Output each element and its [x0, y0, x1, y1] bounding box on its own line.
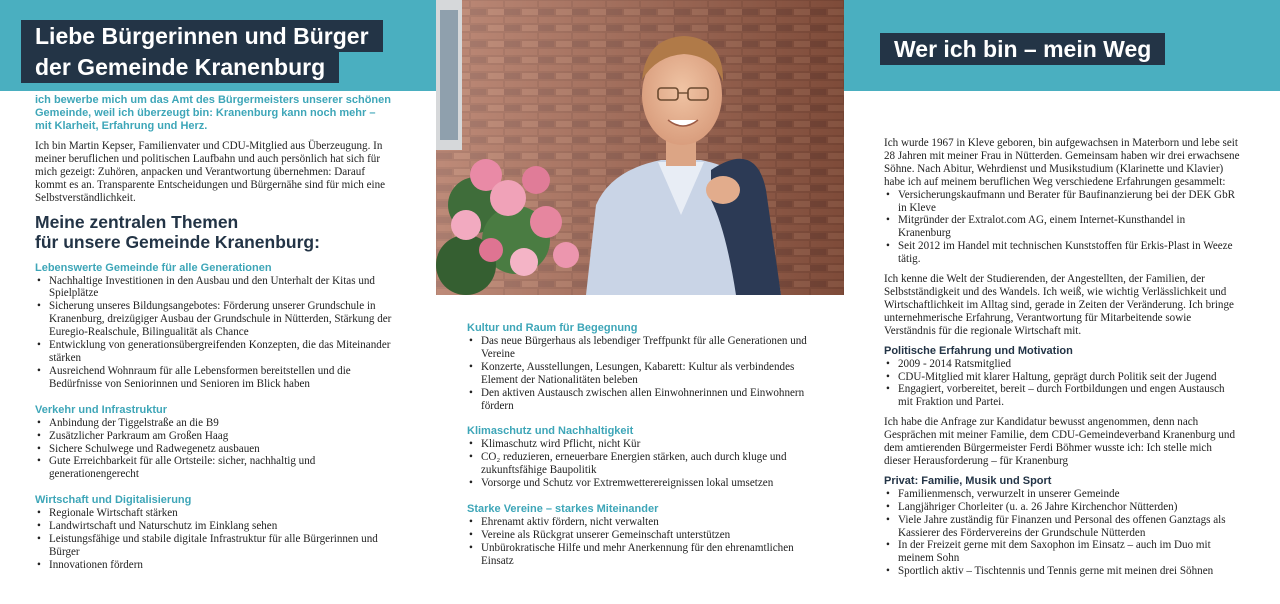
list-item: • Zusätzlicher Parkraum am Großen Haag — [35, 430, 392, 443]
list-item: • Das neue Bürgerhaus als lebendiger Treffpunkt für alle Generationen und Vereine — [467, 335, 822, 361]
list-item: • CO₂ reduzieren, erneuerbare Energien stärken, auch durch kluge und zukunftsfähige Baupolitik — [467, 451, 822, 477]
left-title-line1: Liebe Bürgerinnen und Bürger — [21, 20, 383, 52]
themes-heading — [35, 212, 392, 252]
list-item: • Vorsorge und Schutz vor Extremwetterereignissen lokal umsetzen — [467, 477, 822, 490]
private-list — [884, 488, 1240, 578]
list-item: • Seit 2012 im Handel mit technischen Kunststoffen für Erkis-Plast in Weeze tätig. — [884, 240, 1240, 266]
experience-paragraph: Ich kenne die Welt der Studierenden, der Angestellten, der Familien, der Selbstständigkeit und des Wandels. Ich weiß, wie wichtig Verlässlichkeit und Wirtschaftlichkeit im Alltag sind, gerade in Zeiten der Veränderung. Ich bringe unternehmerische Erfahrung, Verantwortung für Mitarbeitende sowie Verständnis für die regionale Wirtschaft mit. — [884, 273, 1234, 337]
list-item: • Unbürokratische Hilfe und mehr Anerkennung für den ehrenamtlichen Einsatz — [467, 542, 822, 568]
list-item: • CDU-Mitglied mit klarer Haltung, geprägt durch Politik seit der Jugend — [884, 371, 1240, 384]
section-list — [35, 417, 392, 482]
section-list — [467, 438, 822, 490]
intro-text: ich bewerbe mich um das Amt des Bürgermeisters unserer schönen Gemeinde, weil ich überzeugt bin: Kranenburg kann noch mehr – mit Klarheit, Erfahrung und Herz. — [35, 94, 391, 132]
themes-heading-line2: für unsere Gemeinde Kranenburg: — [35, 231, 320, 252]
list-item: • Ehrenamt aktiv fördern, nicht verwalten — [467, 516, 822, 529]
list-item: • Mitgründer der Extralot.com AG, einem Internet-Kunsthandel in Kranenburg — [884, 214, 1240, 240]
list-item: • Anbindung der Tiggelstraße an die B9 — [35, 417, 392, 430]
section-list — [467, 335, 822, 412]
themes-heading-line1: Meine zentralen Themen — [35, 211, 239, 232]
list-item: • Konzerte, Ausstellungen, Lesungen, Kabarett: Kultur als verbindendes Element der Nationalitäten beleben — [467, 361, 822, 387]
section-title: Klimaschutz und Nachhaltigkeit — [467, 425, 634, 438]
list-item: • Den aktiven Austausch zwischen allen Einwohnerinnen und Einwohnern fördern — [467, 387, 822, 413]
section-title: Verkehr und Infrastruktur — [35, 403, 168, 416]
section-list — [35, 507, 392, 572]
list-item: • Familienmensch, verwurzelt in unserer Gemeinde — [884, 488, 1240, 501]
list-item: • Leistungsfähige und stabile digitale Infrastruktur für alle Bürgerinnen und Bürger — [35, 533, 392, 559]
list-item: • Gute Erreichbarkeit für alle Ortsteile: sicher, nachhaltig und generationengerecht — [35, 455, 392, 481]
list-item: • Nachhaltige Investitionen in den Ausbau und den Unterhalt der Kitas und Spielplätze — [35, 275, 392, 301]
list-item: • Viele Jahre zuständig für Finanzen und Personal des offenen Ganztags als Kassierer des Fördervereins der Grundschule Nütterden — [884, 514, 1240, 540]
politics-title: Politische Erfahrung und Motivation — [884, 344, 1073, 357]
list-item: • Sichere Schulwege und Radwegenetz ausbauen — [35, 443, 392, 456]
list-item: • Landwirtschaft und Naturschutz im Einklang sehen — [35, 520, 392, 533]
career-list — [884, 189, 1240, 266]
middle-column — [467, 322, 822, 568]
list-item: • Engagiert, vorbereitet, bereit – durch Fortbildungen und engen Austausch mit Fraktion und Partei. — [884, 383, 1240, 409]
candidate-photo — [436, 0, 844, 295]
right-title: Wer ich bin – mein Weg — [880, 33, 1165, 65]
list-item: • 2009 - 2014 Ratsmitglied — [884, 358, 1240, 371]
section-title: Lebenswerte Gemeinde für alle Generationen — [35, 261, 272, 274]
list-item: • Langjähriger Chorleiter (u. a. 26 Jahre Kirchenchor Nütterden) — [884, 501, 1240, 514]
list-item: • Vereine als Rückgrat unserer Gemeinschaft unterstützen — [467, 529, 822, 542]
section-list — [35, 275, 392, 391]
section-title: Kultur und Raum für Begegnung — [467, 322, 638, 334]
list-item: • In der Freizeit gerne mit dem Saxophon im Einsatz – auch im Duo mit meinem Sohn — [884, 539, 1240, 565]
list-item: • Regionale Wirtschaft stärken — [35, 507, 392, 520]
private-title: Privat: Familie, Musik und Sport — [884, 474, 1052, 487]
list-item: • Klimaschutz wird Pflicht, nicht Kür — [467, 438, 822, 451]
section-title: Starke Vereine – starkes Miteinander — [467, 503, 659, 516]
list-item: • Sicherung unseres Bildungsangebotes: Förderung unserer Grundschule in Kranenburg, dreizügiger Ausbau der Grundschule in Nütterden, Stärkung der Euregio-Realschule, Bilingualität als Chance — [35, 300, 392, 339]
section-list — [467, 516, 822, 568]
list-item: • Ausreichend Wohnraum für alle Lebensformen bereitstellen und die Bedürfnisse von Seniorinnen und Senioren im Blick haben — [35, 365, 392, 391]
section-title: Wirtschaft und Digitalisierung — [35, 494, 192, 507]
list-item: • Versicherungskaufmann und Berater für Baufinanzierung bei der DEK GbR in Kleve — [884, 189, 1240, 215]
bio-paragraph: Ich wurde 1967 in Kleve geboren, bin aufgewachsen in Materborn und lebe seit 28 Jahren mit meiner Frau in Nütterden. Gemeinsam haben wir drei erwachsene Söhne. Nach Abitur, Wehrdienst und Musikstudium (Klarinette und Klavier) habe ich auf meinem beruflichen Weg verschiedene Erfahrungen gesammelt: — [884, 137, 1240, 188]
politics-list — [884, 358, 1240, 410]
list-item: • Sportlich aktiv – Tischtennis und Tennis gerne mit meinen drei Söhnen — [884, 565, 1240, 578]
list-item: • Entwicklung von generationsübergreifenden Konzepten, die das Miteinander stärken — [35, 339, 392, 365]
right-column — [884, 137, 1240, 578]
left-title-line2: der Gemeinde Kranenburg — [21, 51, 339, 83]
list-item: • Innovationen fördern — [35, 559, 392, 572]
left-column — [35, 94, 392, 572]
intro-body: Ich bin Martin Kepser, Familienvater und CDU-Mitglied aus Überzeugung. In meiner beruflichen und politischen Laufbahn und auch persönlich hat sich für mich gezeigt: Zuhören, anpacken und Verantwortung übernehmen: Darauf kommt es an. Transparente Entscheidungen und Bürgernähe sind für mich eine Selbstverständlichkeit. — [35, 140, 386, 204]
candidacy-paragraph: Ich habe die Anfrage zur Kandidatur bewusst angenommen, denn nach Gesprächen mit meiner Familie, dem CDU-Gemeindeverband Kranenburg und dem amtierenden Bürgermeister Ferdi Böhmer wusste ich: Ich stelle mich dieser Herausforderung – für Kranenburg — [884, 416, 1235, 467]
